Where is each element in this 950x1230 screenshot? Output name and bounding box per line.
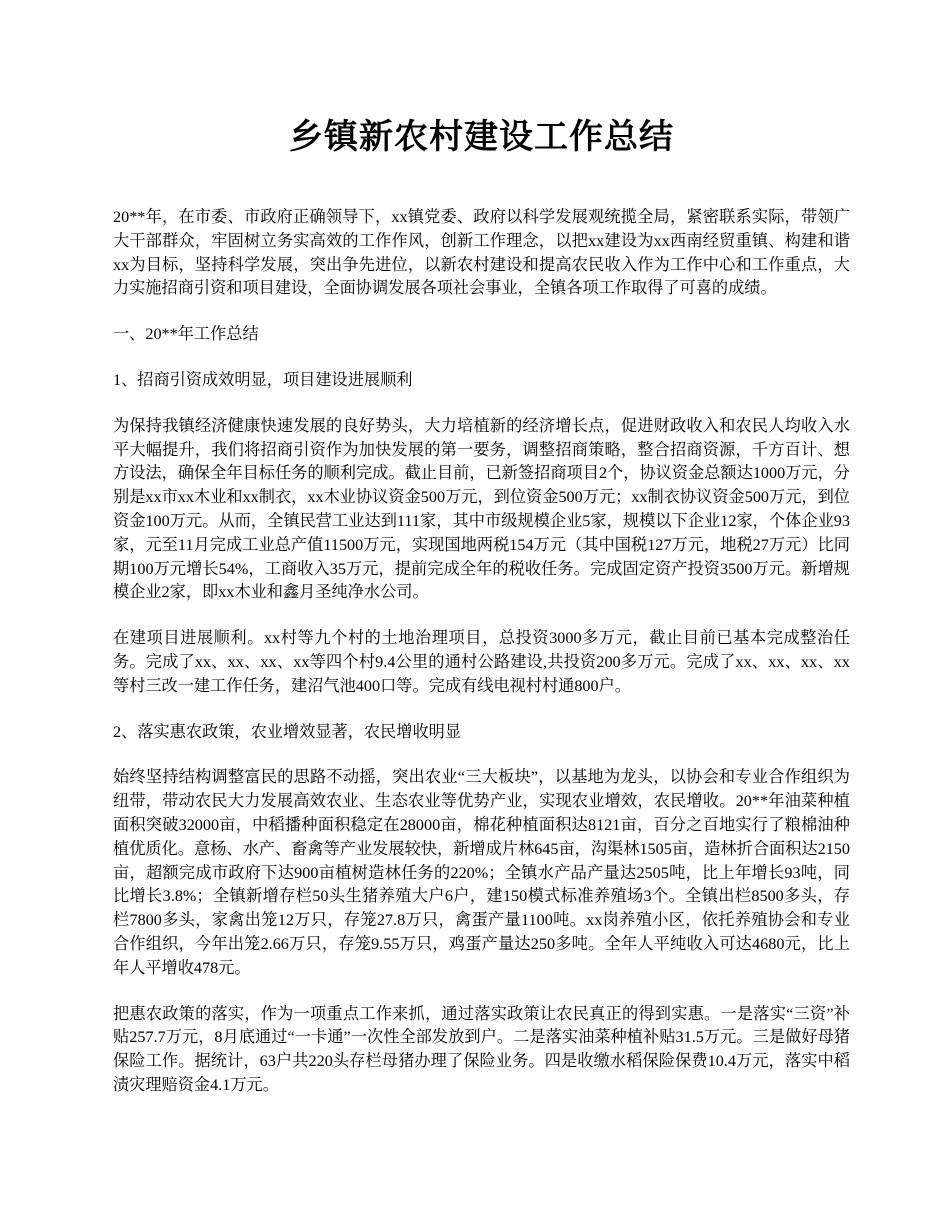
agriculture-paragraph: 始终坚持结构调整富民的思路不动摇，突出农业“三大板块”，以基地为龙头，以协会和专业合作组织为纽带，带动农民大力发展高效农业、生态农业等优势产业，实现农业增效，农民增收。20**年油菜种植面积突破32000亩，中稻播种面积稳定在28000亩，棉花种植面积达8121亩，百分之百地实行了粮棉油种植优质化。意杨、水产、畜禽等产业发展较快，新增成片林645亩，沟渠林1505亩，造林折合面积达2150亩，超额完成市政府下达900亩植树造林任务的220%；全镇水产品产量达2505吨，比上年增长93吨，同比增长3.8%；全镇新增存栏50头生猪养殖大户6户，建150模式标准养殖场3个。全镇出栏8500多头，存栏7800多头，家禽出笼12万只，存笼27.8万只，禽蛋产量1100吨。xx岗养殖小区，依托养殖协会和专业合作组织，今年出笼2.66万只，存笼9.55万只，鸡蛋产量达250多吨。全年人平纯收入可达4680元，比上年人平增收478元。 [113, 768, 850, 977]
subsection-heading-1: 1、招商引资成效明显，项目建设进展顺利 [113, 370, 413, 389]
document-title: 乡镇新农村建设工作总结 [289, 119, 674, 156]
subsection-heading-2: 2、落实惠农政策，农业增效显著，农民增收明显 [113, 722, 462, 741]
intro-paragraph: 20**年，在市委、市政府正确领导下，xx镇党委、政府以科学发展观统揽全局，紧密联系实际，带领广大干部群众，牢固树立务实高效的工作作风，创新工作理念，以把xx建设为xx西南经贸重镇、构建和谐xx为目标，坚持科学发展，突出争先进位，以新农村建设和提高农民收入作为工作中心和工作重点，大力实施招商引资和项目建设，全面协调发展各项社会事业，全镇各项工作取得了可喜的成绩。 [113, 208, 850, 298]
investment-paragraph: 为保持我镇经济健康快速发展的良好势头，大力培植新的经济增长点，促进财政收入和农民人均收入水平大幅提升，我们将招商引资作为加快发展的第一要务，调整招商策略，整合招商资源，千方百计、想方设法，确保全年目标任务的顺利完成。截止目前，已新签招商项目2个，协议资金总额达1000万元，分别是xx市xx木业和xx制衣，xx木业协议资金500万元，到位资金500万元；xx制衣协议资金500万元，到位资金100万元。从而，全镇民营工业达到111家，其中市级规模企业5家，规模以下企业12家，个体企业93家，元至11月完成工业总产值11500万元，实现国地两税154万元（其中国税127万元，地税27万元）比同期100万元增长54%，工商收入35万元，提前完成全年的税收任务。完成固定资产投资3500万元。新增规模企业2家，即xx木业和鑫月圣纯净水公司。 [113, 416, 850, 602]
projects-paragraph: 在建项目进展顺利。xx村等九个村的土地治理项目，总投资3000多万元，截止目前已基本完成整治任务。完成了xx、xx、xx、xx等四个村9.4公里的通村公路建设,共投资200多万元。完成了xx、xx、xx、xx等村三改一建工作任务，建沼气池400口等。完成有线电视村村通800户。 [113, 629, 850, 695]
section-heading-1: 一、20**年工作总结 [113, 325, 259, 344]
policy-paragraph: 把惠农政策的落实，作为一项重点工作来抓，通过落实政策让农民真正的得到实惠。一是落实“三资”补贴257.7万元，8月底通过“一卡通”一次性全部发放到户。二是落实油菜种植补贴31.5万元。三是做好母猪保险工作。据统计，63户共220头存栏母猪办理了保险业务。四是收缴水稻保险保费10.4万元，落实中稻渍灾理赔资金4.1万元。 [113, 1004, 850, 1094]
document-page [113, 110, 850, 1120]
